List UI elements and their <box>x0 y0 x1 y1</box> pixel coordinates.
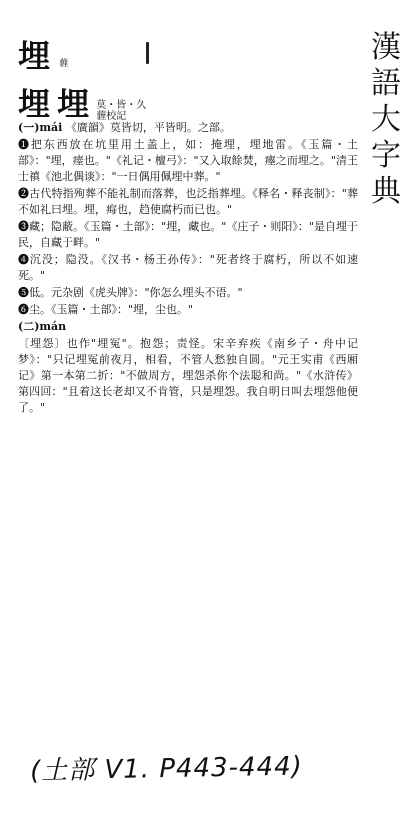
definition: ❸藏；隐蔽。《玉篇・土部》："埋，藏也。"《庄子・则阳》："是自埋于民，自藏于畔。" <box>18 220 358 249</box>
sense-label: (二)mán <box>18 320 67 333</box>
annotation-line: 莫・皆・久 <box>96 100 147 111</box>
definition: ❻尘。《玉篇・土部》："埋，尘也。" <box>18 303 194 316</box>
title-char: 語 <box>371 66 401 101</box>
headword-variant: 埋 <box>57 85 92 123</box>
sense-heading <box>18 319 358 335</box>
title-char: 字 <box>371 138 401 173</box>
headword: 埋 <box>18 37 53 75</box>
definition: ❺低。元杂剧《虎头牌》："你怎么埋头不语。" <box>18 286 243 299</box>
annotation-line: 薶校記 <box>96 111 127 122</box>
headword-block-2 <box>18 86 146 122</box>
dictionary-title <box>366 30 406 210</box>
title-char: 漢 <box>371 30 401 65</box>
headword-block-1 <box>18 38 68 74</box>
title-char: 典 <box>371 174 401 209</box>
sense-source: 《廣韻》莫皆切，平皆明。之部。 <box>65 121 231 134</box>
title-char: 大 <box>371 102 401 137</box>
headword-annotation <box>96 100 146 122</box>
headword: 埋 <box>18 85 53 123</box>
definition: ❶把东西放在坑里用土盖上，如：掩埋，埋地雷。《玉篇・土部》："埋，瘗也。"《礼记・檀弓》："又入取餘焚，瘞之而埋之。"清王士禛《池北偶谈》："一日偶用佩埋中葬。" <box>18 138 358 183</box>
sense-heading <box>18 120 358 136</box>
sense-label: (一)mái <box>18 121 63 134</box>
definition: ❹沉没；隐没。《汉书・杨王孙传》："死者终于腐朽，所以不如速死。" <box>18 253 358 282</box>
headword-note: 薶 <box>59 59 69 69</box>
handwritten-reference: (土部 V1. P443-444) <box>29 751 304 787</box>
pen-mark <box>146 42 149 64</box>
definition: 〔埋怨〕也作"埋冤"。抱怨；责怪。宋辛弃疾《南乡子・舟中记梦》："只记埋冤前夜月，相看，不管人愁独自圆。"元王实甫《西厢记》第一本第二折："不做周方，埋怨杀你个法聪和尚。"《水浒传》第四回："且着这长老却又不肯管，只是埋怨。我自明日叫去埋怨他便了。" <box>18 337 358 414</box>
definition: ❷古代特指殉葬不能礼制而落葬，也泛指葬埋。《释名・释丧制》："葬不如礼曰埋。埋，痗也，趋使腐朽而已也。" <box>18 187 358 216</box>
entry-body <box>18 120 358 417</box>
